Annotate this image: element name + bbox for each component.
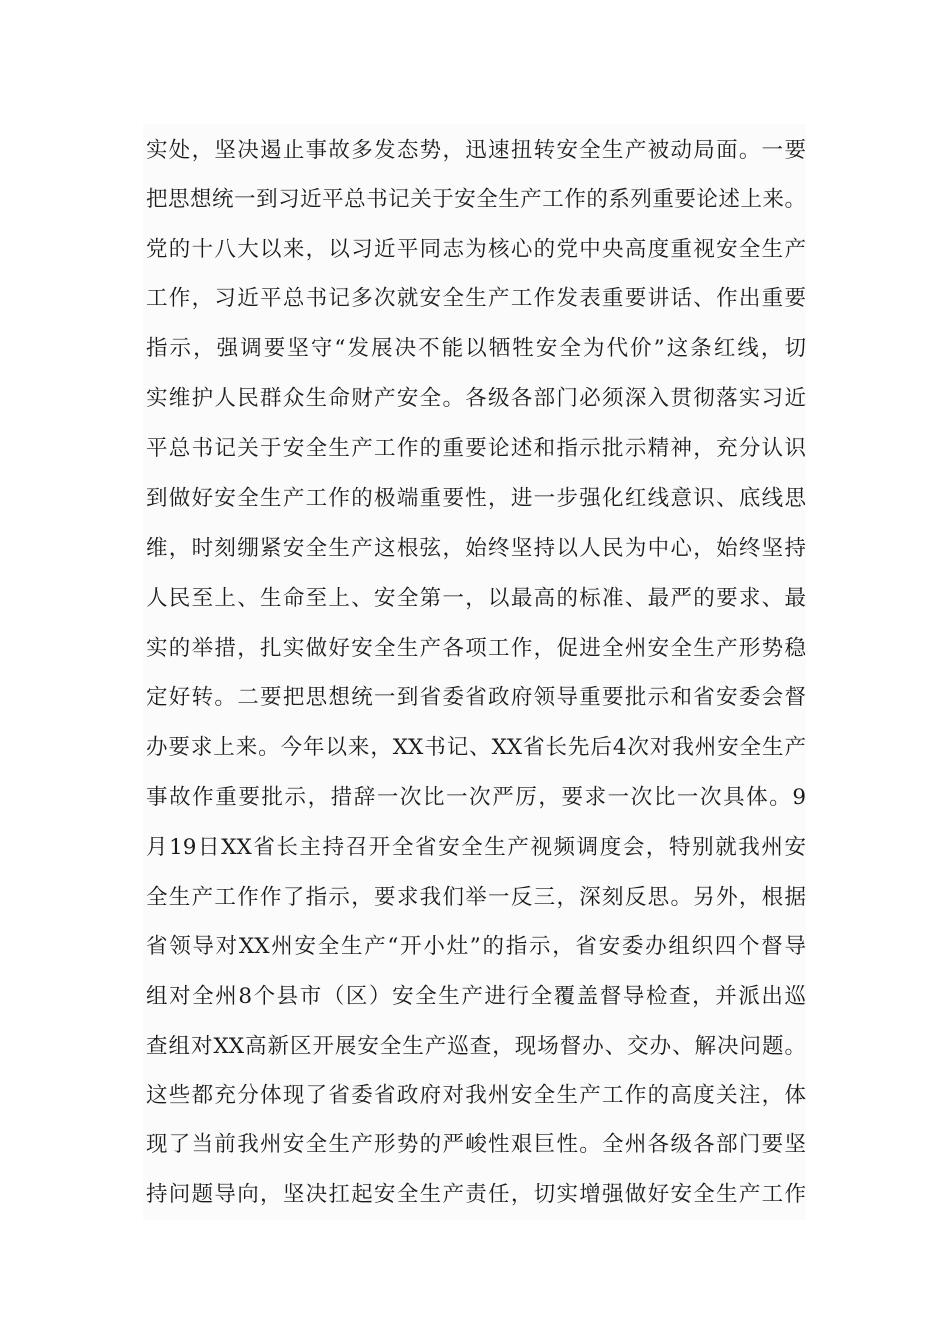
text-line: 持问题导向，坚决扛起安全生产责任，切实增强做好安全生产工作 [146, 1182, 806, 1207]
text-line: 查组对XX高新区开展安全生产巡查，现场督办、交办、解决问题。 [146, 1034, 806, 1059]
text-line: 实维护人民群众生命财产安全。各级各部门必须深入贯彻落实习近 [146, 386, 806, 411]
text-line: 这些都充分体现了省委省政府对我州安全生产工作的高度关注，体 [146, 1083, 806, 1108]
text-line: 实处，坚决遏止事故多发态势，迅速扭转安全生产被动局面。一要 [146, 138, 806, 163]
text-line: 平总书记关于安全生产工作的重要论述和指示批示精神，充分认识 [146, 436, 806, 461]
text-line: 指示，强调要坚守“发展决不能以牺牲安全为代价”这条红线，切 [146, 336, 806, 361]
text-line: 事故作重要批示，措辞一次比一次严厉，要求一次比一次具体。9 [146, 785, 806, 810]
text-line: 人民至上、生命至上、安全第一，以最高的标准、最严的要求、最 [146, 586, 806, 611]
text-line: 现了当前我州安全生产形势的严峻性艰巨性。全州各级各部门要坚 [146, 1132, 806, 1157]
text-line: 省领导对XX州安全生产“开小灶”的指示，省安委办组织四个督导 [146, 934, 806, 959]
text-line: 全生产工作作了指示，要求我们举一反三，深刻反思。另外，根据 [146, 885, 806, 910]
text-line: 组对全州8个县市（区）安全生产进行全覆盖督导检查，并派出巡 [146, 984, 806, 1009]
text-line: 办要求上来。今年以来，XX书记、XX省长先后4次对我州安全生产 [146, 735, 806, 760]
text-line: 月19日XX省长主持召开全省安全生产视频调度会，特别就我州安 [146, 835, 806, 860]
text-line: 维，时刻绷紧安全生产这根弦，始终坚持以人民为中心，始终坚持 [146, 536, 806, 561]
text-line: 到做好安全生产工作的极端重要性，进一步强化红线意识、底线思 [146, 486, 806, 511]
text-line: 党的十八大以来，以习近平同志为核心的党中央高度重视安全生产 [146, 237, 806, 262]
text-line: 定好转。二要把思想统一到省委省政府领导重要批示和省安委会督 [146, 685, 806, 710]
text-line: 把思想统一到习近平总书记关于安全生产工作的系列重要论述上来。 [146, 187, 806, 212]
text-line: 实的举措，扎实做好安全生产各项工作，促进全州安全生产形势稳 [146, 636, 806, 661]
text-line: 工作，习近平总书记多次就安全生产工作发表重要讲话、作出重要 [146, 286, 806, 311]
